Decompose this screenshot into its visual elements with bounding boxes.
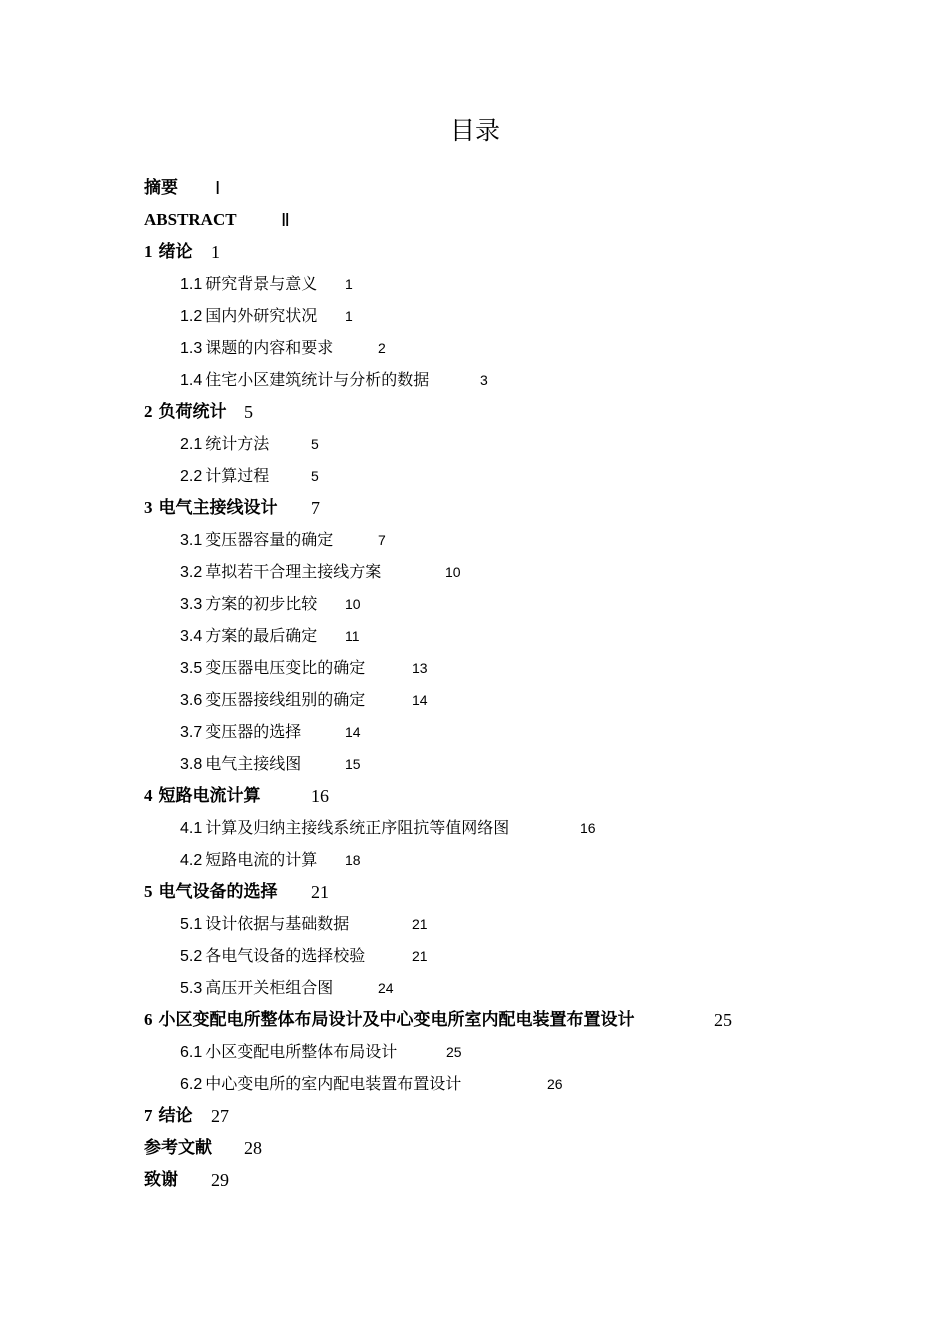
toc-entry-label: 小区变配电所整体布局设计及中心变电所室内配电装置布置设计	[158, 1010, 635, 1030]
toc-entry-section-6-2[interactable]	[0, 1068, 950, 1100]
toc-entry-label: 国内外研究状况	[205, 306, 318, 325]
toc-page-number: 10	[345, 596, 361, 612]
toc-entry-section-1-4[interactable]	[0, 364, 950, 396]
toc-page-number: 25	[446, 1044, 462, 1060]
toc-page-number: 28	[244, 1138, 262, 1158]
toc-entry-chapter-7[interactable]	[0, 1100, 950, 1132]
toc-page-number: 1	[345, 308, 353, 324]
toc-page-number: 5	[311, 436, 319, 452]
toc-page-number: 7	[311, 498, 320, 518]
toc-entry-chapter-1[interactable]	[0, 236, 950, 268]
toc-entry-acknowledgements[interactable]	[0, 1164, 950, 1196]
toc-entry-section-3-7[interactable]	[0, 716, 950, 748]
toc-entry-label: 电气主接线设计	[158, 498, 278, 518]
toc-entry-label: 住宅小区建筑统计与分析的数据	[205, 370, 430, 389]
toc-entry-label: 电气主接线图	[205, 754, 302, 773]
toc-entry-label: 短路电流计算	[158, 786, 261, 806]
toc-entry-number: 5.2	[180, 948, 203, 965]
toc-page-number: 5	[244, 402, 253, 422]
toc-entry-references[interactable]	[0, 1132, 950, 1164]
toc-entry-section-3-2[interactable]	[0, 556, 950, 588]
toc-entry-label: 变压器容量的确定	[205, 530, 334, 549]
toc-page-number: Ⅰ	[215, 178, 221, 198]
toc-entry-section-3-6[interactable]	[0, 684, 950, 716]
toc-entry-section-5-1[interactable]	[0, 908, 950, 940]
toc-page-number: 21	[412, 916, 428, 932]
toc-entry-number: 6.1	[180, 1044, 203, 1061]
toc-entry-label: 草拟若干合理主接线方案	[205, 562, 382, 581]
toc-entry-label: 方案的最后确定	[205, 626, 318, 645]
toc-page-number: 25	[714, 1010, 732, 1030]
toc-entry-label: 小区变配电所整体布局设计	[205, 1042, 398, 1061]
toc-page-number: 26	[547, 1076, 563, 1092]
page-title: 目录	[449, 116, 500, 145]
toc-page-number: 24	[378, 980, 394, 996]
toc-entry-section-1-2[interactable]	[0, 300, 950, 332]
toc-entry-chapter-4[interactable]	[0, 780, 950, 812]
toc-entry-section-1-1[interactable]	[0, 268, 950, 300]
toc-entry-chapter-5[interactable]	[0, 876, 950, 908]
toc-entry-number: 4	[144, 786, 153, 805]
toc-entry-number: 3.5	[180, 660, 203, 677]
toc-entry-number: 6.2	[180, 1076, 203, 1093]
toc-page-number: 5	[311, 468, 319, 484]
toc-page-number: 3	[480, 372, 488, 388]
toc-page-number: 21	[412, 948, 428, 964]
toc-page-number: 13	[412, 660, 428, 676]
toc-page-number: 16	[311, 786, 329, 806]
toc-entry-section-2-1[interactable]	[0, 428, 950, 460]
toc-entry-label: 短路电流的计算	[205, 850, 318, 869]
toc-entry-label: 变压器的选择	[205, 722, 302, 741]
toc-entry-number: 1.1	[180, 276, 203, 293]
toc-page-number: 7	[378, 532, 386, 548]
toc-entry-number: 3.4	[180, 628, 203, 645]
toc-entry-abstract-en[interactable]	[0, 204, 950, 236]
toc-entry-number: 5	[144, 882, 153, 901]
toc-entry-section-1-3[interactable]	[0, 332, 950, 364]
toc-entry-label: ABSTRACT	[144, 210, 237, 229]
toc-entry-section-3-3[interactable]	[0, 588, 950, 620]
toc-entry-label: 变压器电压变比的确定	[205, 658, 366, 677]
toc-entry-section-3-5[interactable]	[0, 652, 950, 684]
toc-entry-number: 5.1	[180, 916, 203, 933]
toc-entry-number: 3.1	[180, 532, 203, 549]
toc-entry-number: 3.2	[180, 564, 203, 581]
toc-entry-number: 3.6	[180, 692, 203, 709]
toc-entry-label: 计算过程	[205, 466, 270, 485]
toc-page-number: 29	[211, 1170, 229, 1190]
toc-entry-number: 6	[144, 1010, 153, 1029]
toc-entry-label: 各电气设备的选择校验	[205, 946, 366, 965]
toc-page-number: 16	[580, 820, 596, 836]
toc-entry-label: 统计方法	[205, 434, 270, 453]
toc-entry-number: 3.3	[180, 596, 203, 613]
toc-entry-abstract-cn[interactable]	[0, 172, 950, 204]
toc-entry-number: 3.7	[180, 724, 203, 741]
toc-entry-chapter-3[interactable]	[0, 492, 950, 524]
toc-entry-chapter-6[interactable]	[0, 1004, 950, 1036]
toc-entry-number: 1.3	[180, 340, 203, 357]
toc-entry-section-4-1[interactable]	[0, 812, 950, 844]
toc-entry-section-2-2[interactable]	[0, 460, 950, 492]
toc-page-number: 14	[345, 724, 361, 740]
toc-page-number: 21	[311, 882, 329, 902]
toc-entry-number: 2.1	[180, 436, 203, 453]
toc-entry-label: 电气设备的选择	[158, 882, 278, 902]
toc-entry-label: 摘要	[144, 178, 178, 198]
toc-entry-number: 1.2	[180, 308, 203, 325]
toc-entry-label: 负荷统计	[158, 402, 227, 422]
toc-page-number: 2	[378, 340, 386, 356]
toc-entry-label: 致谢	[144, 1170, 178, 1190]
toc-entry-label: 课题的内容和要求	[205, 338, 334, 357]
toc-entry-number: 1	[144, 242, 153, 261]
toc-entry-section-3-1[interactable]	[0, 524, 950, 556]
toc-page-number: 15	[345, 756, 361, 772]
toc-entry-section-3-8[interactable]	[0, 748, 950, 780]
toc-entry-section-3-4[interactable]	[0, 620, 950, 652]
toc-entry-label: 研究背景与意义	[205, 274, 318, 293]
toc-entry-number: 4.2	[180, 852, 203, 869]
toc-entry-label: 设计依据与基础数据	[205, 914, 350, 933]
toc-page-number: 10	[445, 564, 461, 580]
toc-entry-number: 4.1	[180, 820, 203, 837]
toc-page-number: 18	[345, 852, 361, 868]
toc-entry-number: 3.8	[180, 756, 203, 773]
toc-entry-label: 结论	[158, 1106, 193, 1126]
toc-entry-label: 变压器接线组别的确定	[205, 690, 366, 709]
toc-entry-number: 2	[144, 402, 153, 421]
toc-page-number: 27	[211, 1106, 229, 1126]
toc-entry-number: 2.2	[180, 468, 203, 485]
toc-entry-label: 计算及归纳主接线系统正序阻抗等值网络图	[205, 818, 510, 837]
toc-entry-number: 5.3	[180, 980, 203, 997]
toc-entry-section-5-2[interactable]	[0, 940, 950, 972]
toc-entry-section-5-3[interactable]	[0, 972, 950, 1004]
toc-page-number: 14	[412, 692, 428, 708]
toc-entry-label: 参考文献	[144, 1138, 212, 1158]
toc-entry-label: 方案的初步比较	[205, 594, 318, 613]
toc-page-number: 1	[345, 276, 353, 292]
table-of-contents	[0, 172, 950, 1196]
toc-page-number: 1	[211, 242, 220, 262]
toc-entry-section-6-1[interactable]	[0, 1036, 950, 1068]
toc-entry-chapter-2[interactable]	[0, 396, 950, 428]
toc-page-number: Ⅱ	[281, 210, 290, 230]
toc-entry-number: 7	[144, 1106, 153, 1125]
toc-entry-number: 1.4	[180, 372, 203, 389]
toc-page-number: 11	[345, 628, 360, 644]
toc-entry-section-4-2[interactable]	[0, 844, 950, 876]
toc-entry-label: 绪论	[158, 242, 193, 262]
toc-entry-label: 高压开关柜组合图	[205, 978, 334, 997]
toc-entry-label: 中心变电所的室内配电装置布置设计	[205, 1074, 462, 1093]
toc-entry-number: 3	[144, 498, 153, 517]
